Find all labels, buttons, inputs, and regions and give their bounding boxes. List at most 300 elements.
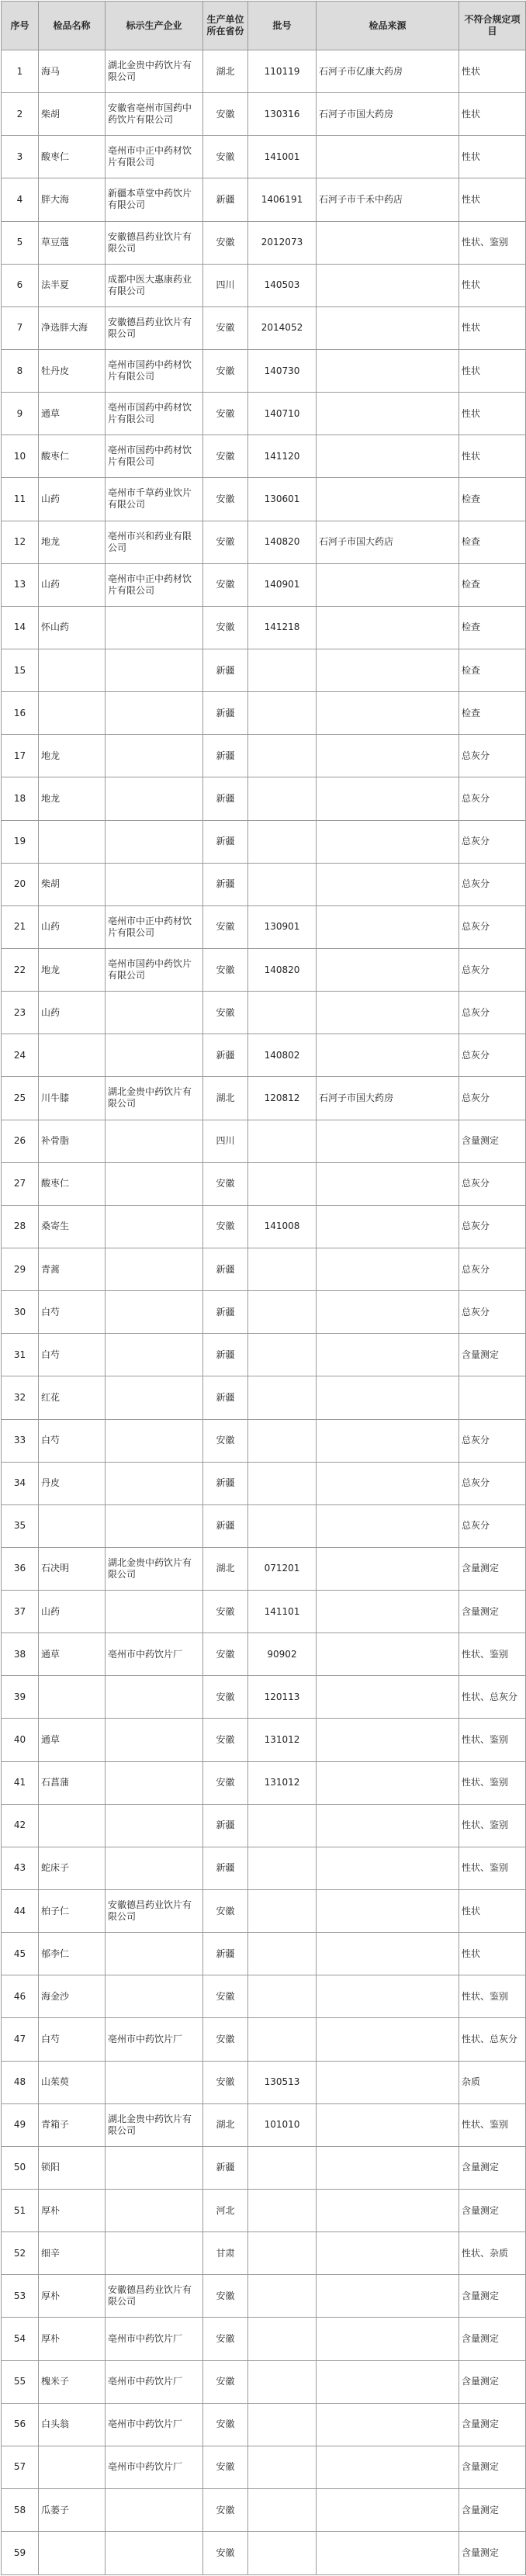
table-row	[2, 1248, 526, 1290]
cell-item-name: 白芍	[39, 1334, 106, 1376]
table-row	[2, 2360, 526, 2403]
cell-province: 安徽	[203, 948, 248, 991]
cell-province: 安徽	[203, 2061, 248, 2103]
cell-manufacturer	[106, 1120, 203, 1162]
cell-sample-source	[317, 2146, 459, 2189]
cell-serial: 53	[2, 2275, 39, 2318]
cell-batch	[248, 692, 317, 735]
cell-failed-items: 检查	[459, 692, 526, 735]
table-header	[2, 2, 526, 50]
table-row	[2, 948, 526, 991]
cell-item-name: 青箱子	[39, 2103, 106, 2146]
cell-province: 新疆	[203, 1034, 248, 1077]
cell-failed-items: 性状	[459, 50, 526, 93]
cell-manufacturer	[106, 992, 203, 1034]
cell-failed-items: 性状	[459, 93, 526, 136]
cell-serial: 34	[2, 1462, 39, 1504]
cell-manufacturer	[106, 2489, 203, 2532]
cell-item-name: 郁李仁	[39, 1933, 106, 1975]
cell-item-name: 桑寄生	[39, 1205, 106, 1248]
cell-batch: 101010	[248, 2103, 317, 2146]
cell-province: 新疆	[203, 863, 248, 905]
cell-item-name: 锁阳	[39, 2146, 106, 2189]
cell-item-name: 白头翁	[39, 2403, 106, 2446]
cell-item-name: 山药	[39, 1591, 106, 1633]
cell-province: 安徽	[203, 93, 248, 136]
cell-failed-items: 性状	[459, 349, 526, 392]
cell-item-name: 海金沙	[39, 1975, 106, 2018]
cell-province: 安徽	[203, 1591, 248, 1633]
cell-item-name: 牡丹皮	[39, 349, 106, 392]
table-row	[2, 1847, 526, 1889]
cell-failed-items: 总灰分	[459, 1162, 526, 1205]
cell-sample-source	[317, 948, 459, 991]
cell-serial: 58	[2, 2489, 39, 2532]
cell-failed-items: 含量测定	[459, 1334, 526, 1376]
cell-serial: 4	[2, 178, 39, 221]
cell-province: 安徽	[203, 1205, 248, 1248]
table-row	[2, 1890, 526, 1933]
cell-province: 湖北	[203, 1077, 248, 1120]
cell-manufacturer: 湖北金贵中药饮片有限公司	[106, 2103, 203, 2146]
cell-sample-source	[317, 393, 459, 435]
cell-province: 甘肃	[203, 2232, 248, 2275]
cell-failed-items: 性状	[459, 435, 526, 478]
cell-failed-items: 性状、总灰分	[459, 2018, 526, 2061]
cell-manufacturer	[106, 1676, 203, 1719]
cell-sample-source	[317, 1334, 459, 1376]
cell-failed-items: 总灰分	[459, 1419, 526, 1462]
cell-item-name	[39, 692, 106, 735]
cell-serial: 32	[2, 1376, 39, 1419]
cell-province: 安徽	[203, 992, 248, 1034]
cell-item-name: 细辛	[39, 2232, 106, 2275]
cell-item-name	[39, 1676, 106, 1719]
cell-serial: 27	[2, 1162, 39, 1205]
cell-manufacturer: 湖北金贵中药饮片有限公司	[106, 50, 203, 93]
cell-item-name: 净选胖大海	[39, 306, 106, 349]
cell-manufacturer: 亳州市中药饮片厂	[106, 2360, 203, 2403]
cell-serial: 21	[2, 905, 39, 948]
cell-batch: 140820	[248, 948, 317, 991]
cell-item-name: 通草	[39, 393, 106, 435]
cell-serial: 31	[2, 1334, 39, 1376]
table-row	[2, 1933, 526, 1975]
table-row	[2, 2532, 526, 2575]
cell-province: 安徽	[203, 1162, 248, 1205]
cell-batch: 131012	[248, 1761, 317, 1804]
cell-batch	[248, 1462, 317, 1504]
cell-serial: 41	[2, 1761, 39, 1804]
cell-batch	[248, 2360, 317, 2403]
cell-sample-source	[317, 1205, 459, 1248]
cell-item-name: 地龙	[39, 948, 106, 991]
cell-manufacturer	[106, 1205, 203, 1248]
cell-item-name: 山药	[39, 478, 106, 521]
cell-manufacturer	[106, 606, 203, 649]
cell-sample-source	[317, 563, 459, 606]
cell-serial: 54	[2, 2318, 39, 2360]
cell-manufacturer	[106, 692, 203, 735]
table-row	[2, 435, 526, 478]
cell-failed-items: 含量测定	[459, 2146, 526, 2189]
cell-item-name: 丹皮	[39, 1462, 106, 1504]
table-row	[2, 1162, 526, 1205]
cell-batch: 071201	[248, 1547, 317, 1590]
cell-failed-items: 总灰分	[459, 863, 526, 905]
cell-sample-source	[317, 1761, 459, 1804]
table-row	[2, 563, 526, 606]
cell-sample-source	[317, 2232, 459, 2275]
cell-batch	[248, 863, 317, 905]
cell-batch: 141120	[248, 435, 317, 478]
cell-failed-items: 总灰分	[459, 905, 526, 948]
cell-sample-source	[317, 1462, 459, 1504]
table-row	[2, 264, 526, 306]
cell-batch	[248, 992, 317, 1034]
cell-manufacturer: 成都中医大惠康药业有限公司	[106, 264, 203, 306]
cell-sample-source	[317, 435, 459, 478]
table-row	[2, 649, 526, 691]
cell-item-name: 柏子仁	[39, 1890, 106, 1933]
cell-sample-source	[317, 2018, 459, 2061]
table-row	[2, 863, 526, 905]
table-row	[2, 1077, 526, 1120]
cell-failed-items: 总灰分	[459, 735, 526, 777]
cell-failed-items: 含量测定	[459, 1120, 526, 1162]
table-row	[2, 820, 526, 863]
cell-province: 新疆	[203, 692, 248, 735]
cell-serial: 8	[2, 349, 39, 392]
cell-batch	[248, 1419, 317, 1462]
table-row	[2, 1376, 526, 1419]
table-row	[2, 1591, 526, 1633]
cell-failed-items: 含量测定	[459, 2489, 526, 2532]
cell-failed-items: 总灰分	[459, 992, 526, 1034]
cell-sample-source	[317, 349, 459, 392]
table-row	[2, 1419, 526, 1462]
table-row	[2, 306, 526, 349]
table-row	[2, 1034, 526, 1077]
cell-batch: 141008	[248, 1205, 317, 1248]
cell-sample-source: 石河子市国大药房	[317, 93, 459, 136]
cell-batch: 130316	[248, 93, 317, 136]
cell-province: 安徽	[203, 1633, 248, 1676]
cell-item-name: 通草	[39, 1633, 106, 1676]
cell-province: 安徽	[203, 2318, 248, 2360]
cell-serial: 9	[2, 393, 39, 435]
cell-batch: 2012073	[248, 221, 317, 264]
cell-serial: 35	[2, 1504, 39, 1547]
table-row	[2, 478, 526, 521]
cell-manufacturer: 亳州市中药饮片厂	[106, 2403, 203, 2446]
header-sample-source: 检品来源	[317, 2, 459, 50]
cell-sample-source	[317, 2318, 459, 2360]
cell-sample-source	[317, 2061, 459, 2103]
inspection-table	[1, 1, 526, 2575]
cell-failed-items: 检查	[459, 478, 526, 521]
table-row	[2, 1291, 526, 1334]
cell-sample-source	[317, 1719, 459, 1761]
table-row	[2, 777, 526, 820]
cell-serial: 47	[2, 2018, 39, 2061]
cell-sample-source	[317, 1890, 459, 1933]
table-row	[2, 2275, 526, 2318]
table-row	[2, 221, 526, 264]
cell-item-name: 蛇床子	[39, 1847, 106, 1889]
cell-province: 湖北	[203, 1547, 248, 1590]
cell-item-name: 酸枣仁	[39, 435, 106, 478]
cell-manufacturer	[106, 820, 203, 863]
cell-serial: 36	[2, 1547, 39, 1590]
cell-serial: 11	[2, 478, 39, 521]
cell-failed-items: 含量测定	[459, 1547, 526, 1590]
cell-province: 河北	[203, 2190, 248, 2232]
cell-batch	[248, 2018, 317, 2061]
cell-serial: 50	[2, 2146, 39, 2189]
cell-batch: 141218	[248, 606, 317, 649]
cell-sample-source	[317, 905, 459, 948]
cell-failed-items: 检查	[459, 563, 526, 606]
table-row	[2, 2489, 526, 2532]
cell-province: 安徽	[203, 2532, 248, 2575]
cell-batch	[248, 2446, 317, 2488]
cell-item-name: 川牛膝	[39, 1077, 106, 1120]
cell-manufacturer: 安徽德昌药业饮片有限公司	[106, 2275, 203, 2318]
cell-batch	[248, 2232, 317, 2275]
table-row	[2, 178, 526, 221]
cell-item-name: 白芍	[39, 1291, 106, 1334]
cell-province: 新疆	[203, 777, 248, 820]
table-row	[2, 1205, 526, 1248]
table-row	[2, 2403, 526, 2446]
cell-batch	[248, 2489, 317, 2532]
cell-manufacturer: 安徽省亳州市国药中药饮片有限公司	[106, 93, 203, 136]
cell-sample-source	[317, 992, 459, 1034]
cell-sample-source	[317, 735, 459, 777]
table-row	[2, 2061, 526, 2103]
table-row	[2, 521, 526, 563]
cell-province: 安徽	[203, 2360, 248, 2403]
cell-serial: 13	[2, 563, 39, 606]
cell-failed-items: 总灰分	[459, 1205, 526, 1248]
cell-batch	[248, 1162, 317, 1205]
cell-batch: 141101	[248, 1591, 317, 1633]
cell-sample-source	[317, 306, 459, 349]
cell-serial: 30	[2, 1291, 39, 1334]
cell-serial: 20	[2, 863, 39, 905]
cell-batch: 2014052	[248, 306, 317, 349]
cell-sample-source	[317, 1591, 459, 1633]
cell-failed-items: 性状	[459, 306, 526, 349]
cell-failed-items: 总灰分	[459, 1462, 526, 1504]
cell-item-name: 柴胡	[39, 863, 106, 905]
cell-manufacturer	[106, 1291, 203, 1334]
cell-serial: 59	[2, 2532, 39, 2575]
cell-sample-source	[317, 1034, 459, 1077]
cell-province: 安徽	[203, 2446, 248, 2488]
cell-sample-source	[317, 1120, 459, 1162]
cell-sample-source	[317, 1419, 459, 1462]
table-row	[2, 692, 526, 735]
cell-manufacturer: 亳州市兴和药业有限公司	[106, 521, 203, 563]
cell-province: 新疆	[203, 1376, 248, 1419]
cell-item-name	[39, 2532, 106, 2575]
cell-serial: 55	[2, 2360, 39, 2403]
cell-batch	[248, 2318, 317, 2360]
cell-item-name	[39, 1804, 106, 1847]
cell-sample-source: 石河子市千禾中药店	[317, 178, 459, 221]
cell-serial: 1	[2, 50, 39, 93]
cell-serial: 38	[2, 1633, 39, 1676]
cell-manufacturer	[106, 1462, 203, 1504]
cell-item-name: 山药	[39, 905, 106, 948]
cell-batch	[248, 1804, 317, 1847]
cell-serial: 45	[2, 1933, 39, 1975]
cell-manufacturer	[106, 2532, 203, 2575]
cell-serial: 51	[2, 2190, 39, 2232]
cell-batch	[248, 2403, 317, 2446]
cell-item-name: 厚朴	[39, 2190, 106, 2232]
cell-sample-source	[317, 1676, 459, 1719]
cell-serial: 49	[2, 2103, 39, 2146]
cell-sample-source	[317, 1162, 459, 1205]
cell-province: 新疆	[203, 1933, 248, 1975]
cell-manufacturer	[106, 1804, 203, 1847]
cell-item-name	[39, 1504, 106, 1547]
table-row	[2, 2018, 526, 2061]
cell-item-name: 山药	[39, 992, 106, 1034]
cell-failed-items: 性状	[459, 178, 526, 221]
cell-item-name: 山茱萸	[39, 2061, 106, 2103]
cell-batch	[248, 2532, 317, 2575]
table-row	[2, 606, 526, 649]
cell-item-name: 青蒿	[39, 1248, 106, 1290]
cell-manufacturer	[106, 1591, 203, 1633]
cell-serial: 56	[2, 2403, 39, 2446]
cell-sample-source	[317, 2275, 459, 2318]
cell-sample-source: 石河子市亿康大药房	[317, 50, 459, 93]
cell-batch: 141001	[248, 136, 317, 178]
cell-failed-items: 含量测定	[459, 2532, 526, 2575]
cell-manufacturer	[106, 1034, 203, 1077]
cell-province: 新疆	[203, 1334, 248, 1376]
cell-failed-items: 含量测定	[459, 2403, 526, 2446]
cell-sample-source	[317, 692, 459, 735]
cell-failed-items: 检查	[459, 649, 526, 691]
header-manufacturer: 标示生产企业	[106, 2, 203, 50]
cell-province: 安徽	[203, 2403, 248, 2446]
table-row	[2, 1761, 526, 1804]
cell-serial: 23	[2, 992, 39, 1034]
table-row	[2, 93, 526, 136]
cell-province: 安徽	[203, 2018, 248, 2061]
cell-serial: 18	[2, 777, 39, 820]
cell-province: 安徽	[203, 1975, 248, 2018]
cell-batch: 130901	[248, 905, 317, 948]
cell-manufacturer: 亳州市国药中药材饮片有限公司	[106, 349, 203, 392]
cell-item-name: 石决明	[39, 1547, 106, 1590]
cell-serial: 48	[2, 2061, 39, 2103]
header-province: 生产单位所在省份	[203, 2, 248, 50]
cell-province: 安徽	[203, 905, 248, 948]
cell-batch: 120113	[248, 1676, 317, 1719]
cell-failed-items: 总灰分	[459, 820, 526, 863]
cell-failed-items: 性状、鉴别	[459, 1975, 526, 2018]
cell-batch	[248, 1291, 317, 1334]
cell-batch: 130513	[248, 2061, 317, 2103]
cell-item-name: 红花	[39, 1376, 106, 1419]
cell-manufacturer: 亳州市国药中药饮片有限公司	[106, 948, 203, 991]
cell-failed-items: 性状、鉴别	[459, 1719, 526, 1761]
cell-serial: 10	[2, 435, 39, 478]
table-row	[2, 349, 526, 392]
cell-serial: 37	[2, 1591, 39, 1633]
cell-sample-source	[317, 863, 459, 905]
cell-serial: 25	[2, 1077, 39, 1120]
cell-province: 新疆	[203, 735, 248, 777]
cell-failed-items: 总灰分	[459, 1291, 526, 1334]
cell-manufacturer: 安徽德昌药业饮片有限公司	[106, 1890, 203, 1933]
cell-province: 安徽	[203, 393, 248, 435]
table-row	[2, 2103, 526, 2146]
cell-sample-source	[317, 1248, 459, 1290]
cell-sample-source	[317, 2532, 459, 2575]
cell-batch	[248, 735, 317, 777]
cell-manufacturer: 亳州市中药饮片厂	[106, 2446, 203, 2488]
cell-province: 四川	[203, 1120, 248, 1162]
table-row	[2, 1504, 526, 1547]
cell-serial: 28	[2, 1205, 39, 1248]
header-serial: 序号	[2, 2, 39, 50]
cell-manufacturer	[106, 1504, 203, 1547]
table-row	[2, 1676, 526, 1719]
cell-manufacturer	[106, 2190, 203, 2232]
cell-province: 安徽	[203, 478, 248, 521]
table-row	[2, 2190, 526, 2232]
cell-failed-items: 性状、鉴别	[459, 1804, 526, 1847]
header-item-name: 检品名称	[39, 2, 106, 50]
cell-manufacturer: 亳州市中药饮片厂	[106, 2318, 203, 2360]
cell-item-name: 酸枣仁	[39, 136, 106, 178]
table-row	[2, 1120, 526, 1162]
table-row	[2, 136, 526, 178]
cell-sample-source	[317, 2103, 459, 2146]
cell-province: 新疆	[203, 1804, 248, 1847]
cell-province: 新疆	[203, 820, 248, 863]
cell-serial: 42	[2, 1804, 39, 1847]
cell-failed-items: 性状	[459, 1933, 526, 1975]
cell-batch	[248, 1933, 317, 1975]
cell-manufacturer	[106, 1761, 203, 1804]
cell-item-name	[39, 649, 106, 691]
cell-serial: 40	[2, 1719, 39, 1761]
cell-item-name: 地龙	[39, 521, 106, 563]
cell-province: 安徽	[203, 136, 248, 178]
cell-sample-source	[317, 221, 459, 264]
cell-sample-source	[317, 649, 459, 691]
cell-serial: 15	[2, 649, 39, 691]
cell-sample-source	[317, 1975, 459, 2018]
cell-serial: 44	[2, 1890, 39, 1933]
cell-serial: 26	[2, 1120, 39, 1162]
table-row	[2, 393, 526, 435]
cell-item-name: 厚朴	[39, 2275, 106, 2318]
cell-failed-items: 总灰分	[459, 777, 526, 820]
cell-batch: 140730	[248, 349, 317, 392]
header-row	[2, 2, 526, 50]
cell-item-name: 厚朴	[39, 2318, 106, 2360]
